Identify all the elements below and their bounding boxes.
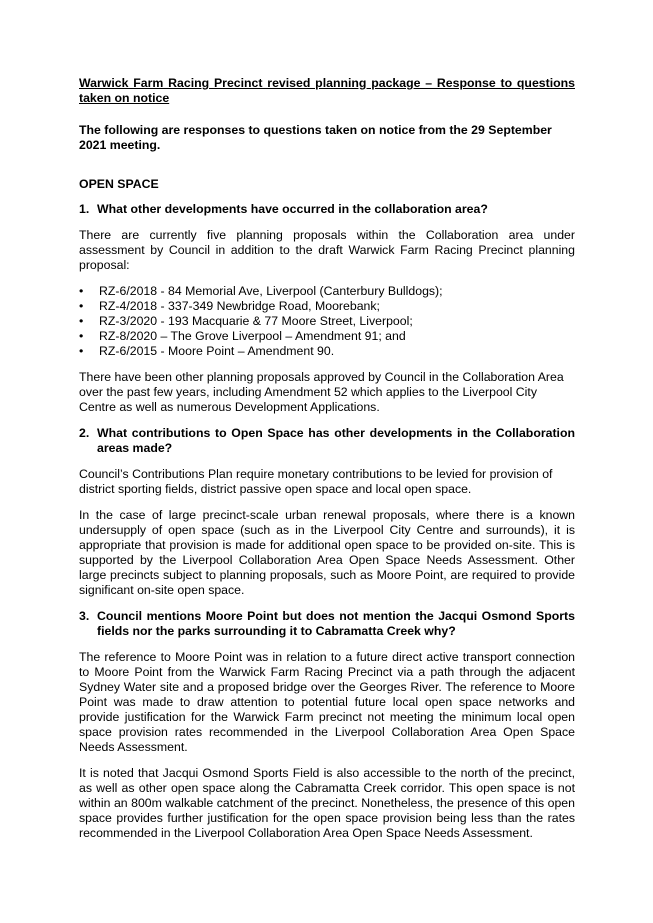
list-item-text: RZ-4/2018 - 337-349 Newbridge Road, Moorebank; [99,299,380,313]
document-title: Warwick Farm Racing Precinct revised planning package – Response to questions taken on notice [79,76,575,105]
question-text: Council mentions Moore Point but does not mention the Jacqui Osmond Sports fields nor the parks surrounding it to Cabramatta Creek why? [97,609,575,638]
bullet-icon: • [79,299,84,313]
question-text: What contributions to Open Space has other developments in the Collaboration areas made? [97,426,575,455]
question-number: 2. [79,426,90,440]
bullet-icon: • [79,329,84,343]
bullet-icon: • [79,344,84,358]
bullet-icon: • [79,284,84,298]
list-item [79,344,575,359]
list-item [79,284,575,299]
document-subtitle: The following are responses to questions taken on notice from the 29 September 2021 meeting. [79,123,552,152]
question-number: 3. [79,609,90,623]
paragraph: There have been other planning proposals approved by Council in the Collaboration Area over the past few years, including Amendment 52 which applies to the Liverpool City Centre as well as numerous Development Applications. [79,370,564,414]
paragraph: There are currently five planning proposals within the Collaboration area under assessment by Council in addition to the draft Warwick Farm Racing Precinct planning proposal: [79,228,575,272]
list-item-text: RZ-8/2020 – The Grove Liverpool – Amendment 91; and [99,329,406,343]
question-text: What other developments have occurred in the collaboration area? [97,202,488,216]
list-item [79,329,575,344]
proposal-list [79,284,575,359]
question-3-heading [79,609,575,639]
bullet-icon: • [79,314,84,328]
list-item-text: RZ-6/2018 - 84 Memorial Ave, Liverpool (Canterbury Bulldogs); [99,284,443,298]
document-page [79,76,575,852]
paragraph: Council’s Contributions Plan require monetary contributions to be levied for provision of district sporting fields, district passive open space and local open space. [79,467,553,496]
question-2-heading [79,426,575,456]
list-item-text: RZ-3/2020 - 193 Macquarie & 77 Moore Street, Liverpool; [99,314,413,328]
paragraph: It is noted that Jacqui Osmond Sports Field is also accessible to the north of the precinct, as well as other open space along the Cabramatta Creek corridor. This open space is not within an 800m walkable catchment of the precinct. Nonetheless, the presence of this open space provides further justification for the open space provision being less than the rates recommended in the Liverpool Collaboration Area Open Space Needs Assessment. [79,766,575,840]
list-item [79,299,575,314]
list-item-text: RZ-6/2015 - Moore Point – Amendment 90. [99,344,335,358]
list-item [79,314,575,329]
question-1-heading [79,202,575,217]
paragraph: In the case of large precinct-scale urban renewal proposals, where there is a known undersupply of open space (such as in the Liverpool City Centre and surrounds), it is appropriate that provision is made for additional open space to be provided on-site. This is supported by the Liverpool Collaboration Area Open Space Needs Assessment. Other large precincts subject to planning proposals, such as Moore Point, are required to provide significant on-site open space. [79,508,575,597]
paragraph: The reference to Moore Point was in relation to a future direct active transport connection to Moore Point from the Warwick Farm Racing Precinct via a path through the adjacent Sydney Water site and a proposed bridge over the Georges River. The reference to Moore Point was made to draw attention to potential future local open space networks and provide justification for the Warwick Farm precinct not meeting the minimum local open space provision rates recommended in the Liverpool Collaboration Area Open Space Needs Assessment. [79,650,575,754]
question-number: 1. [79,202,90,216]
section-heading: OPEN SPACE [79,177,159,191]
